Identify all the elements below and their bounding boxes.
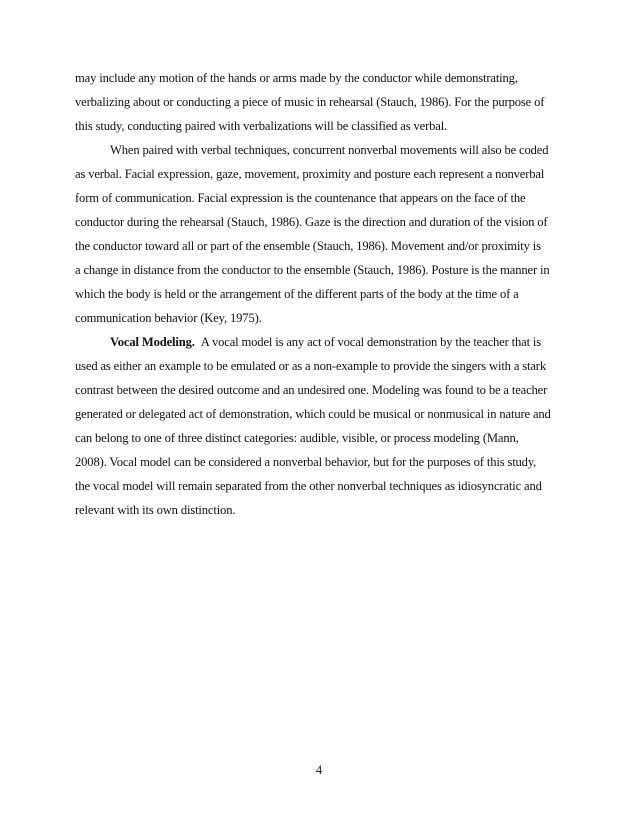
paragraph-first-line — [110, 334, 541, 350]
section-heading: Vocal Modeling. — [110, 335, 195, 349]
text-line: conductor during the rehearsal (Stauch, 1986). Gaze is the direction and duration of the vision of — [75, 215, 548, 229]
text-line: may include any motion of the hands or arms made by the conductor while demonstrating, — [75, 71, 518, 85]
text-line: used as either an example to be emulated or as a non-example to provide the singers with a stark — [75, 359, 547, 373]
text-line: relevant with its own distinction. — [75, 503, 236, 517]
text-line: 2008). Vocal model can be considered a nonverbal behavior, but for the purposes of this study, — [75, 455, 537, 469]
text-line: as verbal. Facial expression, gaze, movement, proximity and posture each represent a nonverbal — [75, 167, 545, 181]
text-line: a change in distance from the conductor to the ensemble (Stauch, 1986). Posture is the manner in — [75, 263, 550, 277]
text-line: form of communication. Facial expression is the countenance that appears on the face of the — [75, 191, 526, 205]
text-line: which the body is held or the arrangement of the different parts of the body at the time of a — [75, 287, 519, 301]
text-span: A vocal model is any act of vocal demonstration by the teacher that is — [200, 335, 542, 349]
text-line: communication behavior (Key, 1975). — [75, 311, 262, 325]
text-line: can belong to one of three distinct categories: audible, visible, or process modeling (Mann, — [75, 431, 519, 445]
page-number: 4 — [315, 763, 323, 777]
text-line: the vocal model will remain separated from the other nonverbal techniques as idiosyncratic and — [75, 479, 542, 493]
text-line: verbalizing about or conducting a piece of music in rehearsal (Stauch, 1986). For the purpose of — [75, 95, 545, 109]
text-line: the conductor toward all or part of the ensemble (Stauch, 1986). Movement and/or proximity is — [75, 239, 541, 253]
text-line: contrast between the desired outcome and an undesired one. Modeling was found to be a teacher — [75, 383, 548, 397]
text-line: this study, conducting paired with verbalizations will be classified as verbal. — [75, 119, 448, 133]
paragraph-first-line: When paired with verbal techniques, concurrent nonverbal movements will also be coded — [110, 143, 549, 157]
text-line: generated or delegated act of demonstration, which could be musical or nonmusical in nature and — [75, 407, 551, 421]
